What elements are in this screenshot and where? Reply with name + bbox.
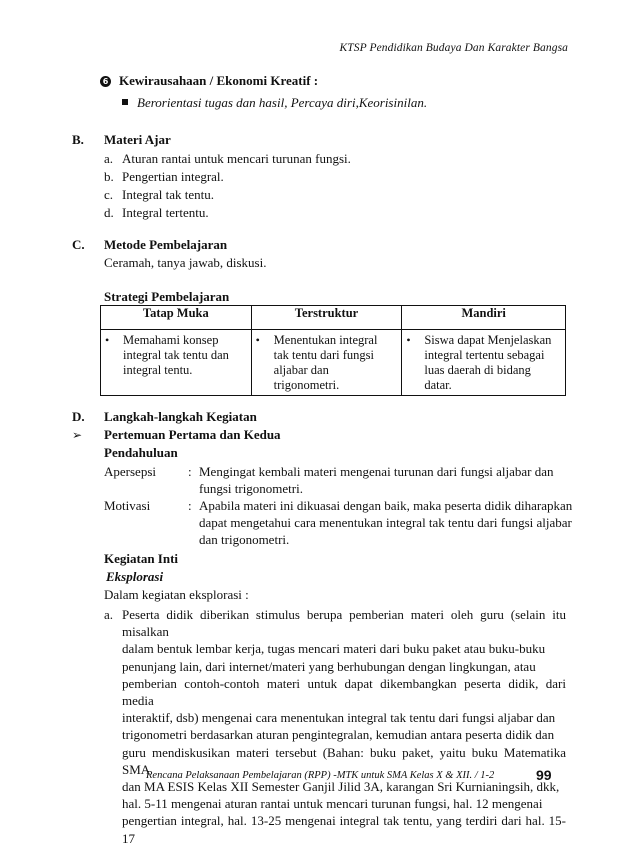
strategy-table [100, 305, 566, 396]
kewirausahaan-item [122, 94, 427, 112]
square-bullet-icon [122, 99, 128, 105]
paragraph-line: pemberian contoh-contoh materi untuk dapat dikembangkan peserta didik, dari media [122, 675, 566, 709]
page-footer: Rencana Pelaksanaan Pembelajaran (RPP) -MTK untuk SMA Kelas X & XII. / 1-2 [146, 770, 495, 781]
eksplorasi-title: Eksplorasi [106, 569, 164, 584]
column-header: Tatap Muka [101, 306, 252, 330]
table-header-row [101, 306, 566, 330]
paragraph-line: Peserta didik diberikan stimulus berupa pemberian materi oleh guru (selain itu misalkan [122, 607, 566, 640]
kewirausahaan-heading [100, 72, 318, 90]
list-item-number: c. [104, 187, 114, 202]
langkah-title: Langkah-langkah Kegiatan [104, 409, 257, 424]
section-letter-c: C. [72, 237, 85, 252]
page-number: 99 [536, 767, 552, 783]
kewirausahaan-item-text: Berorientasi tugas dan hasil, Percaya diri,Keorisinilan. [137, 95, 428, 110]
eksplorasi-paragraph [122, 606, 566, 847]
apersepsi-label: Apersepsi [104, 464, 156, 479]
section-letter-d: D. [72, 409, 85, 424]
materi-title: Materi Ajar [104, 132, 171, 147]
bullet-icon: • [406, 333, 411, 347]
table-cell [402, 330, 566, 396]
motivasi-text-line: dapat mengetahui cara menentukan integral tak tentu dari fungsi aljabar [199, 515, 572, 530]
paragraph-line: pengertian integral, hal. 13-25 mengenai integral tak tentu, yang terdiri dari hal. 15-17 [122, 813, 566, 846]
motivasi-colon: : [188, 498, 192, 513]
list-item: Pengertian integral. [122, 169, 224, 184]
motivasi-label: Motivasi [104, 498, 151, 513]
list-item: Integral tak tentu. [122, 187, 215, 202]
cell-text: Memahami konsep integral tak tentu dan integral tentu. [123, 333, 229, 377]
bullet-icon: • [105, 333, 110, 347]
paragraph-line: hal. 5-11 mengenai aturan rantai untuk mencari turunan fungsi, hal. 12 mengenai [122, 796, 543, 812]
metode-text: Ceramah, tanya jawab, diskusi. [104, 255, 267, 270]
bullet-icon: • [255, 333, 260, 347]
paragraph-line: trigonometri berdasarkan aturan pengintegralan, kemudian antara peserta didik dan [122, 727, 555, 743]
list-item-number: a. [104, 607, 114, 622]
list-item-number: b. [104, 169, 114, 184]
motivasi-text-line: dan trigonometri. [199, 532, 290, 547]
pendahuluan-title: Pendahuluan [104, 445, 178, 460]
kegiatan-inti-title: Kegiatan Inti [104, 551, 179, 566]
paragraph-line: penunjang lain, dari internet/materi yang berhubungan dengan lingkungan, atau [122, 658, 536, 674]
table-row [101, 330, 566, 396]
apersepsi-text-line: Mengingat kembali materi mengenai turunan dari fungsi aljabar dan [199, 464, 554, 479]
paragraph-line: dalam bentuk lembar kerja, tugas mencari materi dari buku paket atau buku-buku [122, 641, 546, 657]
numbered-circle-icon: 6 [100, 76, 111, 87]
paragraph-line: dan MA ESIS Kelas XII Semester Ganjil Jilid 3A, karangan Sri Kurnianingsih, dkk, [122, 779, 560, 795]
table-cell [101, 330, 252, 396]
column-header: Mandiri [402, 306, 566, 330]
cell-text: Siswa dapat Menjelaskan integral tertentu sebagai luas daerah di bidang datar. [424, 333, 552, 392]
apersepsi-colon: : [188, 464, 192, 479]
pertemuan-title: Pertemuan Pertama dan Kedua [104, 427, 281, 442]
section-letter-b: B. [72, 132, 84, 147]
list-item: Integral tertentu. [122, 205, 209, 220]
list-item-number: a. [104, 151, 114, 166]
list-item: Aturan rantai untuk mencari turunan fungsi. [122, 151, 351, 166]
table-cell [251, 330, 402, 396]
paragraph-line: guru mendiskusikan materi tersebut (Bahan: buku paket, yaitu buku Matematika SMA [122, 744, 566, 777]
motivasi-text-line: Apabila materi ini dikuasai dengan baik, maka peserta didik diharapkan [199, 498, 573, 513]
strategi-title: Strategi Pembelajaran [104, 289, 230, 304]
apersepsi-text-line: fungsi trigonometri. [199, 481, 303, 496]
paragraph-line: interaktif, dsb) mengenai cara menentukan integral tak tentu dari fungsi aljabar dan [122, 710, 556, 726]
list-item-number: d. [104, 205, 114, 220]
running-header: KTSP Pendidikan Budaya Dan Karakter Bangsa [339, 42, 568, 54]
arrow-bullet-icon: ➢ [72, 428, 83, 442]
cell-text: Menentukan integral tak tentu dari fungsi aljabar dan trigonometri. [273, 333, 378, 392]
eksplorasi-intro: Dalam kegiatan eksplorasi : [104, 587, 249, 602]
kewirausahaan-title: Kewirausahaan / Ekonomi Kreatif : [119, 73, 319, 88]
column-header: Terstruktur [251, 306, 402, 330]
metode-title: Metode Pembelajaran [104, 237, 228, 252]
